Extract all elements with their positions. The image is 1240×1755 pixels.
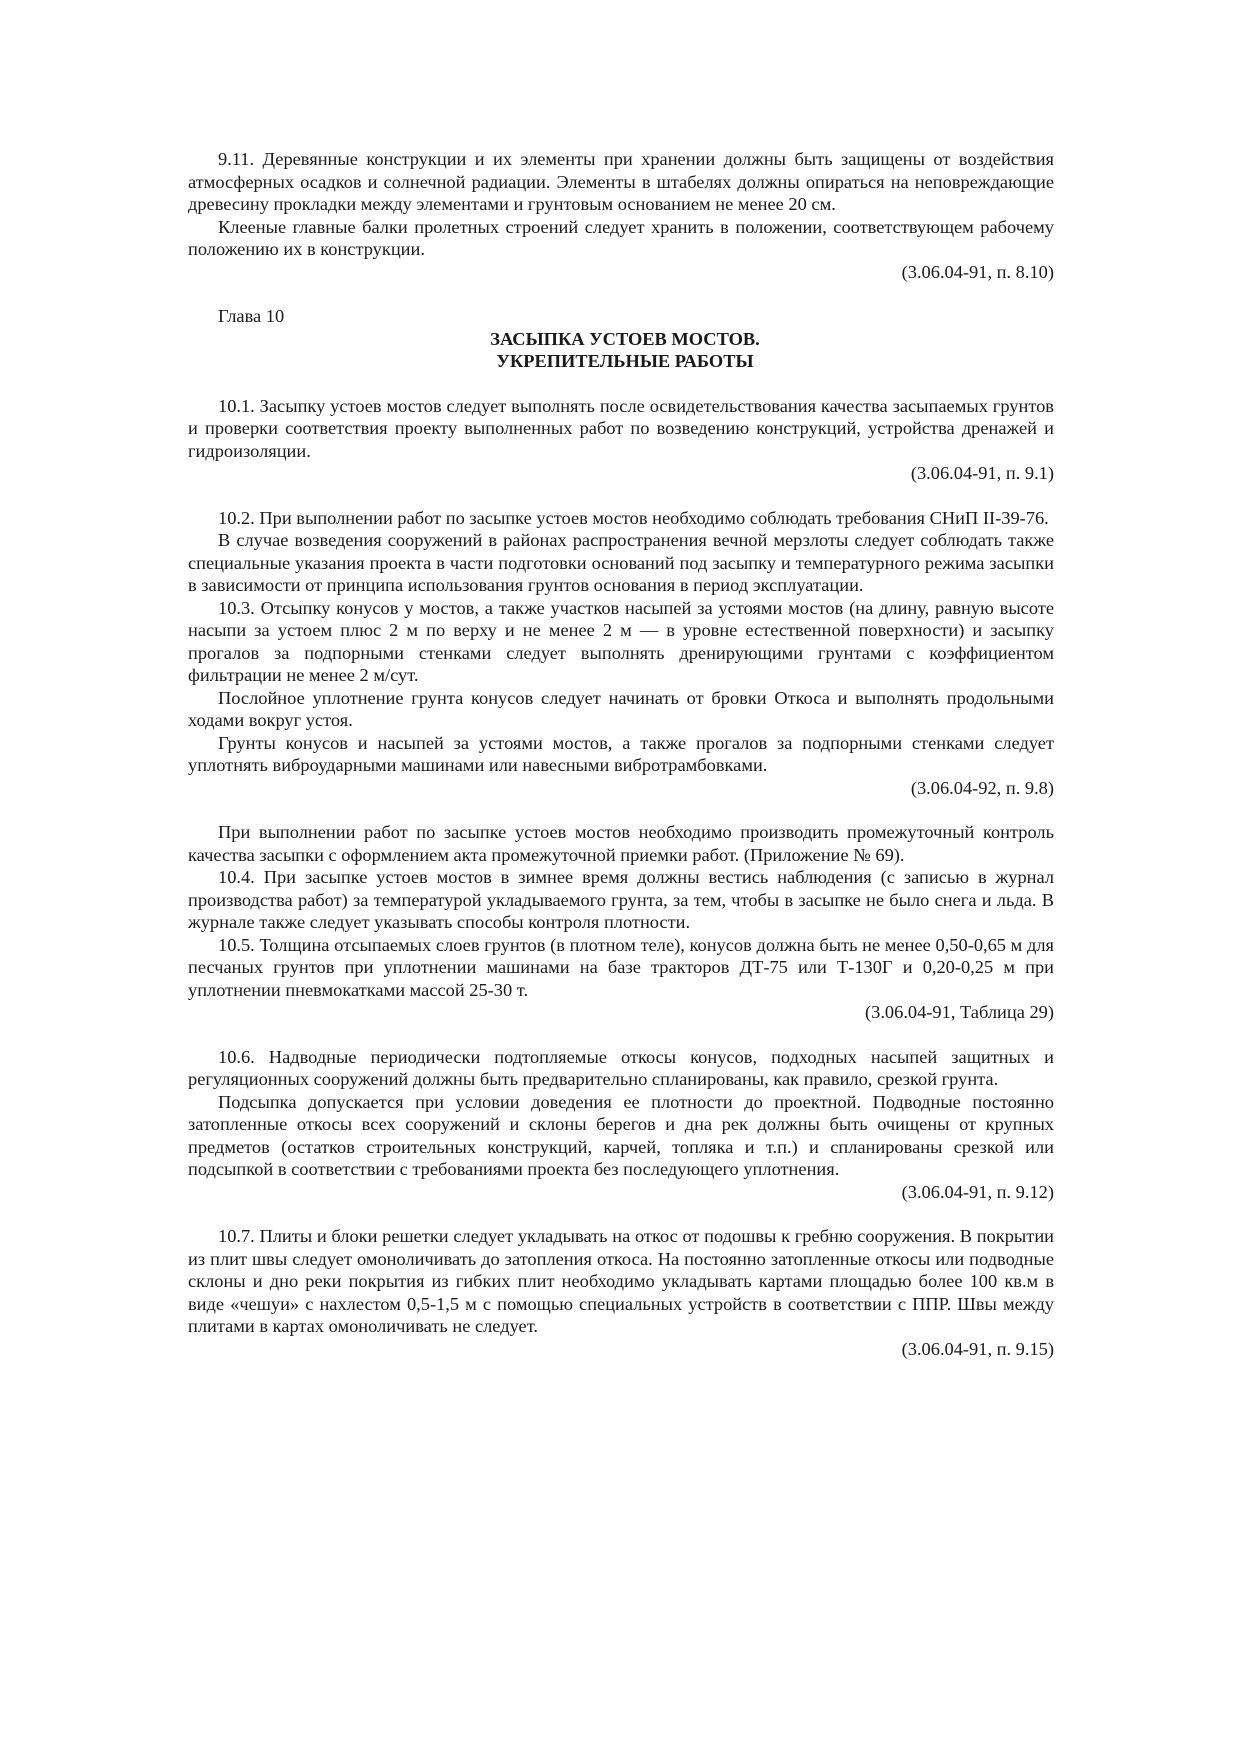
paragraph-permafrost: В случае возведения сооружений в районах распространения вечной мерзлоты следует соблюдать также специальные указания проекта в части подготовки оснований под засыпку и температурного режима засыпки в зависимости от принципа использования грунтов основания в период эксплуатации. — [188, 530, 1054, 595]
paragraph-filling: Подсыпка допускается при условии доведения ее плотности до проектной. Подводные постоянно затопленные откосы всех сооружений и склоны берегов и дна рек должны быть очищены от крупных предметов (остатков строительных конструкций, карчей, топляка и т.п.) и спланированы срезкой или подсыпкой в соответствии с требованиями проекта без последующего уплотнения. — [188, 1091, 1054, 1179]
document-page — [188, 148, 1054, 1360]
paragraph-10-4: 10.4. При засыпке устоев мостов в зимнее время должны вестись наблюдения (с записью в журнал производства работ) за температурой укладываемого грунта, за тем, чтобы в засыпке не было снега и льда. В журнале также следует указывать способы контроля плотности. — [188, 867, 1054, 932]
reference-9-8: (3.06.04-92, п. 9.8) — [910, 777, 1054, 798]
paragraph-cone-soils: Грунты конусов и насыпей за устоями мостов, а также прогалов за подпорными стенками следует уплотнять виброударными машинами или навесными вибротрамбовками. — [188, 732, 1054, 775]
spacer — [188, 485, 1054, 507]
paragraph-glued-beams: Клееные главные балки пролетных строений следует хранить в положении, соответствующем рабочему положению их в конструкции. — [188, 216, 1054, 259]
paragraph-10-3: 10.3. Отсыпку конусов у мостов, а также участков насыпей за устоями мостов (на длину, равную высоте насыпи за устоем плюс 2 м по верху и не менее 2 м — в уровне естественной поверхности) и засыпку прогалов за подпорными стенками следует выполнять дренирующими грунтами с коэффициентом фильтрации не менее 2 м/сут. — [188, 597, 1054, 685]
paragraph-10-5: 10.5. Толщина отсыпаемых слоев грунтов (в плотном теле), конусов должна быть не менее 0,50-0,65 м для песчаных грунтов при уплотнении машинами на базе тракторов ДТ-75 или Т-130Г и 0,20-0,25 м при уплотнении пневмокатками массой 25-30 т. — [188, 934, 1054, 1000]
paragraph-10-6: 10.6. Надводные периодически подтопляемые откосы конусов, подходных насыпей защитных и регуляционных сооружений должны быть предварительно спланированы, как правило, срезкой грунта. — [188, 1046, 1054, 1089]
spacer — [188, 799, 1054, 821]
paragraph-10-2: 10.2. При выполнении работ по засыпке устоев мостов необходимо соблюдать требования СНиП II-39-76. — [218, 507, 1049, 528]
chapter-title-line-1: ЗАСЫПКА УСТОЕВ МОСТОВ. — [490, 328, 760, 349]
reference-9-15: (3.06.04-91, п. 9.15) — [901, 1338, 1054, 1359]
spacer — [188, 373, 1054, 395]
spacer — [188, 1024, 1054, 1046]
paragraph-10-1: 10.1. Засыпку устоев мостов следует выполнять после освидетельствования качества засыпаемых грунтов и проверки соответствия проекту выполненных работ по возведению конструкций, устройства дренажей и гидроизоляции. — [188, 395, 1054, 461]
reference-9-12: (3.06.04-91, п. 9.12) — [901, 1181, 1054, 1202]
chapter-title-line-2: УКРЕПИТЕЛЬНЫЕ РАБОТЫ — [496, 351, 754, 371]
reference-9-1: (3.06.04-91, п. 9.1) — [910, 463, 1054, 483]
paragraph-layer-compaction: Послойное уплотнение грунта конусов следует начинать от бровки Откоса и выполнять продольными ходами вокруг устоя. — [188, 687, 1054, 730]
chapter-label: Глава 10 — [218, 306, 285, 326]
spacer — [188, 1203, 1054, 1225]
reference-8-10: (3.06.04-91, п. 8.10) — [901, 261, 1054, 282]
paragraph-10-7: 10.7. Плиты и блоки решетки следует укладывать на откос от подошвы к гребню сооружения. В покрытии из плит швы следует омоноличивать до затопления откоса. На постоянно затопленные откосы или подводные склоны и дно реки покрытия из гибких плит необходимо укладывать картами площадью более 100 кв.м в виде «чешуи» с нахлестом 0,5-1,5 м с помощью специальных устройств в соответствии с ППР. Швы между плитами в картах омоноличивать не следует. — [188, 1226, 1054, 1336]
paragraph-9-11: 9.11. Деревянные конструкции и их элементы при хранении должны быть защищены от воздействия атмосферных осадков и солнечной радиации. Элементы в штабелях должны опираться на неповреждающие древесину прокладки между элементами и грунтовым основанием не менее 20 см. — [188, 149, 1054, 214]
spacer — [188, 283, 1054, 305]
paragraph-intermediate-control: При выполнении работ по засыпке устоев мостов необходимо производить промежуточный контроль качества засыпки с оформлением акта промежуточной приемки работ. (Приложение № 69). — [188, 822, 1054, 865]
reference-table-29: (3.06.04-91, Таблица 29) — [865, 1002, 1054, 1022]
